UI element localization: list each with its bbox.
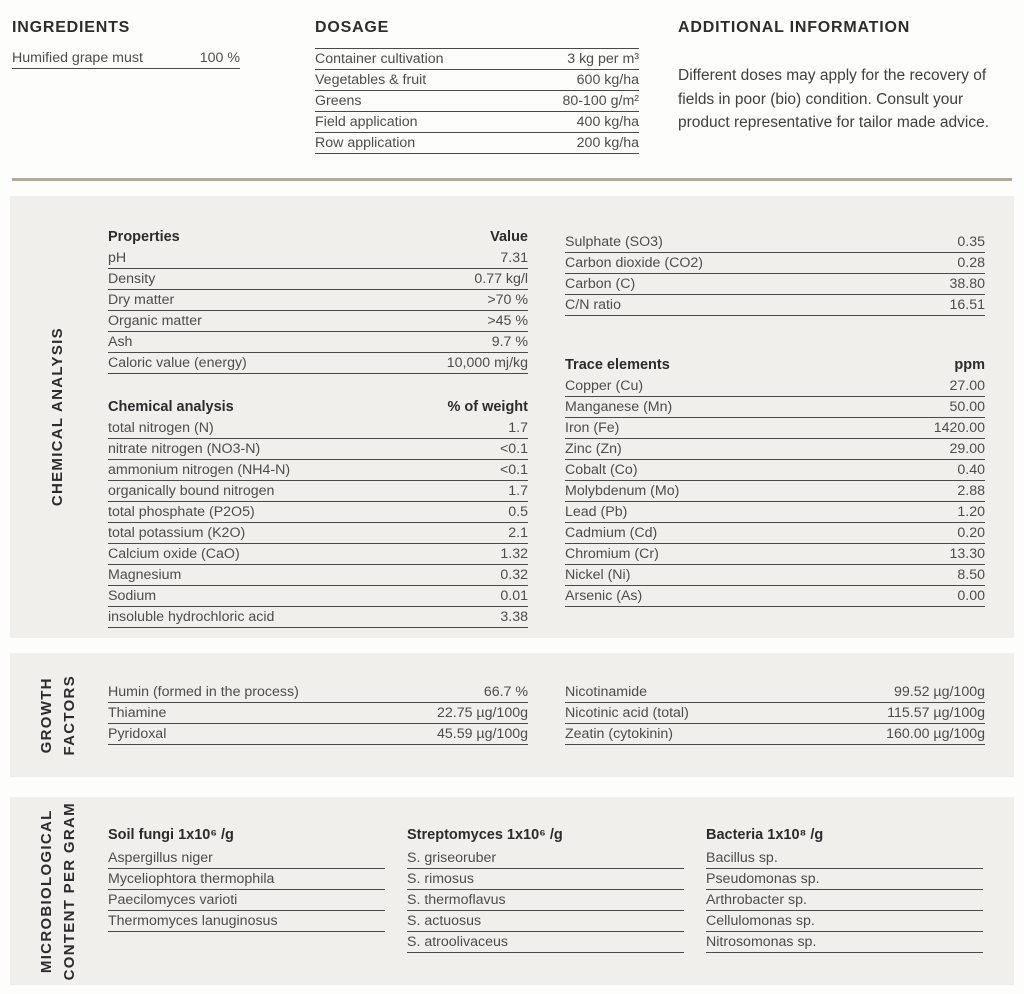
row-value: 13.30	[949, 545, 985, 562]
dosage-label: Greens	[315, 92, 362, 109]
organism-row: S. thermoflavus	[407, 890, 684, 911]
row-label: Cobalt (Co)	[565, 461, 638, 478]
row-label: Nicotinic acid (total)	[565, 704, 689, 721]
properties-header	[108, 226, 528, 248]
row-label: Nicotinamide	[565, 683, 648, 700]
dosage-table	[315, 48, 639, 154]
chemical-analysis-right-column	[565, 232, 985, 607]
table-row	[108, 682, 528, 703]
table-row	[565, 439, 985, 460]
row-value: 1.20	[957, 503, 985, 520]
row-label: Calcium oxide (CaO)	[108, 545, 240, 562]
table-row	[108, 290, 528, 311]
row-value: 0.40	[957, 461, 985, 478]
dosage-label: Container cultivation	[315, 50, 444, 67]
organism-row: Pseudomonas sp.	[706, 869, 983, 890]
row-label: total phosphate (P2O5)	[108, 503, 255, 520]
table-row	[565, 544, 985, 565]
row-value: 1.7	[508, 482, 528, 499]
growth-factors-right-column	[565, 682, 985, 745]
table-row	[108, 481, 528, 502]
trace-elements-header-value: ppm	[954, 357, 985, 373]
ingredient-name: Humified grape must	[12, 49, 143, 66]
properties-header-label: Properties	[108, 229, 180, 245]
row-value: 3.38	[500, 608, 528, 625]
table-row	[565, 253, 985, 274]
row-label: Pyridoxal	[108, 725, 167, 742]
row-label: Molybdenum (Mo)	[565, 482, 680, 499]
organism-row: S. rimosus	[407, 869, 684, 890]
dosage-row	[315, 70, 639, 91]
bacteria-column	[706, 826, 983, 953]
row-value: 0.5	[508, 503, 528, 520]
chemical-analysis-vertical-label: CHEMICAL ANALYSIS	[49, 327, 67, 507]
row-label: Density	[108, 270, 156, 287]
row-value: 29.00	[949, 440, 985, 457]
dosage-row	[315, 49, 639, 70]
table-row	[108, 311, 528, 332]
table-row	[108, 607, 528, 628]
organism-row: Bacillus sp.	[706, 848, 983, 869]
row-value: 1.7	[508, 419, 528, 436]
table-row	[108, 353, 528, 374]
row-label: pH	[108, 249, 127, 266]
row-label: Cadmium (Cd)	[565, 524, 658, 541]
row-value: 99.52 µg/100g	[893, 683, 985, 700]
chemical-analysis-panel	[10, 196, 1014, 638]
row-label: Manganese (Mn)	[565, 398, 673, 415]
row-label: Arsenic (As)	[565, 587, 643, 604]
row-value: 38.80	[949, 275, 985, 292]
row-label: Organic matter	[108, 312, 202, 329]
row-value: 22.75 µg/100g	[436, 704, 528, 721]
dosage-value: 3 kg per m³	[567, 50, 639, 67]
dosage-value: 80-100 g/m²	[562, 92, 639, 109]
row-value: >70 %	[487, 291, 528, 308]
table-row	[108, 332, 528, 353]
organism-row: S. griseoruber	[407, 848, 684, 869]
composition-header-value: % of weight	[447, 399, 528, 415]
ingredients-section	[12, 19, 240, 69]
soil-fungi-column	[108, 826, 385, 953]
row-value: 50.00	[949, 398, 985, 415]
row-label: Ash	[108, 333, 133, 350]
row-value: 1420.00	[933, 419, 985, 436]
row-value: 10,000 mj/kg	[446, 354, 528, 371]
table-row	[108, 523, 528, 544]
table-row	[565, 418, 985, 439]
row-value: 115.57 µg/100g	[887, 704, 985, 721]
trace-elements-header-label: Trace elements	[565, 357, 670, 373]
organism-row: Myceliophtora thermophila	[108, 869, 385, 890]
dosage-value: 600 kg/ha	[576, 71, 639, 88]
ingredients-title: INGREDIENTS	[12, 19, 131, 36]
table-row	[108, 544, 528, 565]
table-row	[565, 586, 985, 607]
table-row	[108, 248, 528, 269]
trace-elements-header	[565, 354, 985, 376]
row-value: 66.7 %	[483, 683, 528, 700]
additional-info-title: ADDITIONAL INFORMATION	[678, 19, 911, 36]
row-value: 7.31	[500, 249, 528, 266]
dosage-row	[315, 133, 639, 154]
row-value: 0.20	[957, 524, 985, 541]
organism-row: Arthrobacter sp.	[706, 890, 983, 911]
row-label: nitrate nitrogen (NO3-N)	[108, 440, 261, 457]
ingredient-value: 100 %	[199, 49, 240, 66]
row-label: Copper (Cu)	[565, 377, 644, 394]
row-value: >45 %	[487, 312, 528, 329]
row-label: Caloric value (energy)	[108, 354, 247, 371]
row-label: insoluble hydrochloric acid	[108, 608, 275, 625]
table-row	[565, 565, 985, 586]
row-value: 16.51	[949, 296, 985, 313]
growth-factors-panel	[10, 653, 1014, 777]
soil-fungi-header: Soil fungi 1x10⁶ /g	[108, 827, 234, 843]
table-row	[108, 460, 528, 481]
row-label: Lead (Pb)	[565, 503, 628, 520]
dosage-title: DOSAGE	[315, 19, 390, 36]
row-value: 0.35	[957, 233, 985, 250]
row-value: 0.00	[957, 587, 985, 604]
organism-row: Cellulomonas sp.	[706, 911, 983, 932]
row-label: Chromium (Cr)	[565, 545, 659, 562]
row-value: 8.50	[957, 566, 985, 583]
row-label: Zinc (Zn)	[565, 440, 622, 457]
additional-info-section	[678, 19, 1018, 135]
microbiological-panel	[10, 797, 1014, 985]
row-value: 160.00 µg/100g	[886, 725, 985, 742]
table-row	[108, 724, 528, 745]
dosage-section	[315, 19, 639, 154]
row-label: Dry matter	[108, 291, 175, 308]
row-label: Carbon dioxide (CO2)	[565, 254, 703, 271]
row-value: 9.7 %	[491, 333, 528, 350]
table-row	[108, 565, 528, 586]
table-row	[565, 376, 985, 397]
table-row	[108, 703, 528, 724]
organism-row: S. atroolivaceus	[407, 932, 684, 953]
table-row	[565, 724, 985, 745]
row-label: total nitrogen (N)	[108, 419, 214, 436]
table-row	[108, 439, 528, 460]
table-row	[565, 481, 985, 502]
row-value: 0.77 kg/l	[474, 270, 528, 287]
dosage-value: 400 kg/ha	[576, 113, 639, 130]
dosage-label: Field application	[315, 113, 418, 130]
row-value: <0.1	[499, 461, 528, 478]
row-label: Nickel (Ni)	[565, 566, 631, 583]
row-label: Sodium	[108, 587, 157, 604]
row-label: total potassium (K2O)	[108, 524, 246, 541]
chemical-analysis-left-column	[108, 226, 528, 628]
dosage-label: Row application	[315, 134, 416, 151]
growth-factors-left-column	[108, 682, 528, 745]
streptomyces-header: Streptomyces 1x10⁶ /g	[407, 827, 563, 843]
row-value: 27.00	[949, 377, 985, 394]
growth-factors-vertical-label: GROWTH FACTORS	[37, 674, 78, 756]
row-value: 0.28	[957, 254, 985, 271]
row-value: 1.32	[500, 545, 528, 562]
row-label: organically bound nitrogen	[108, 482, 275, 499]
table-row	[108, 269, 528, 290]
table-row	[565, 682, 985, 703]
row-label: Thiamine	[108, 704, 167, 721]
dosage-row	[315, 91, 639, 112]
table-row	[565, 703, 985, 724]
dosage-value: 200 kg/ha	[576, 134, 639, 151]
table-row	[108, 502, 528, 523]
row-value: 0.32	[500, 566, 528, 583]
table-row	[108, 586, 528, 607]
row-label: Carbon (C)	[565, 275, 636, 292]
dosage-row	[315, 112, 639, 133]
row-label: Humin (formed in the process)	[108, 683, 299, 700]
organism-row: Paecilomyces varioti	[108, 890, 385, 911]
table-row	[108, 418, 528, 439]
table-row	[565, 502, 985, 523]
row-label: C/N ratio	[565, 296, 621, 313]
ingredient-row	[12, 48, 240, 69]
composition-header-label: Chemical analysis	[108, 399, 234, 415]
organism-row: Nitrosomonas sp.	[706, 932, 983, 953]
dosage-label: Vegetables & fruit	[315, 71, 427, 88]
microbiological-grid	[108, 826, 983, 953]
table-row	[565, 460, 985, 481]
table-row	[565, 274, 985, 295]
row-label: ammonium nitrogen (NH4-N)	[108, 461, 291, 478]
streptomyces-column	[407, 826, 684, 953]
row-value: <0.1	[499, 440, 528, 457]
organism-row: S. actuosus	[407, 911, 684, 932]
bacteria-header: Bacteria 1x10⁸ /g	[706, 827, 824, 843]
row-label: Zeatin (cytokinin)	[565, 725, 674, 742]
row-value: 2.88	[957, 482, 985, 499]
row-label: Sulphate (SO3)	[565, 233, 663, 250]
organism-row: Thermomyces lanuginosus	[108, 911, 385, 932]
properties-header-value: Value	[490, 229, 528, 245]
row-label: Iron (Fe)	[565, 419, 620, 436]
composition-header	[108, 396, 528, 418]
table-row	[565, 232, 985, 253]
row-value: 0.01	[500, 587, 528, 604]
table-row	[565, 397, 985, 418]
row-label: Magnesium	[108, 566, 182, 583]
row-value: 2.1	[508, 524, 528, 541]
organism-row: Aspergillus niger	[108, 848, 385, 869]
additional-info-text: Different doses may apply for the recovery of fields in poor (bio) condition. Consult your product representative for tailor made advice.	[678, 67, 990, 131]
row-value: 45.59 µg/100g	[436, 725, 528, 742]
table-row	[565, 523, 985, 544]
section-divider	[12, 178, 1012, 181]
table-row	[565, 295, 985, 316]
microbiological-vertical-label: MICROBIOLOGICAL CONTENT PER GRAM	[37, 801, 78, 981]
